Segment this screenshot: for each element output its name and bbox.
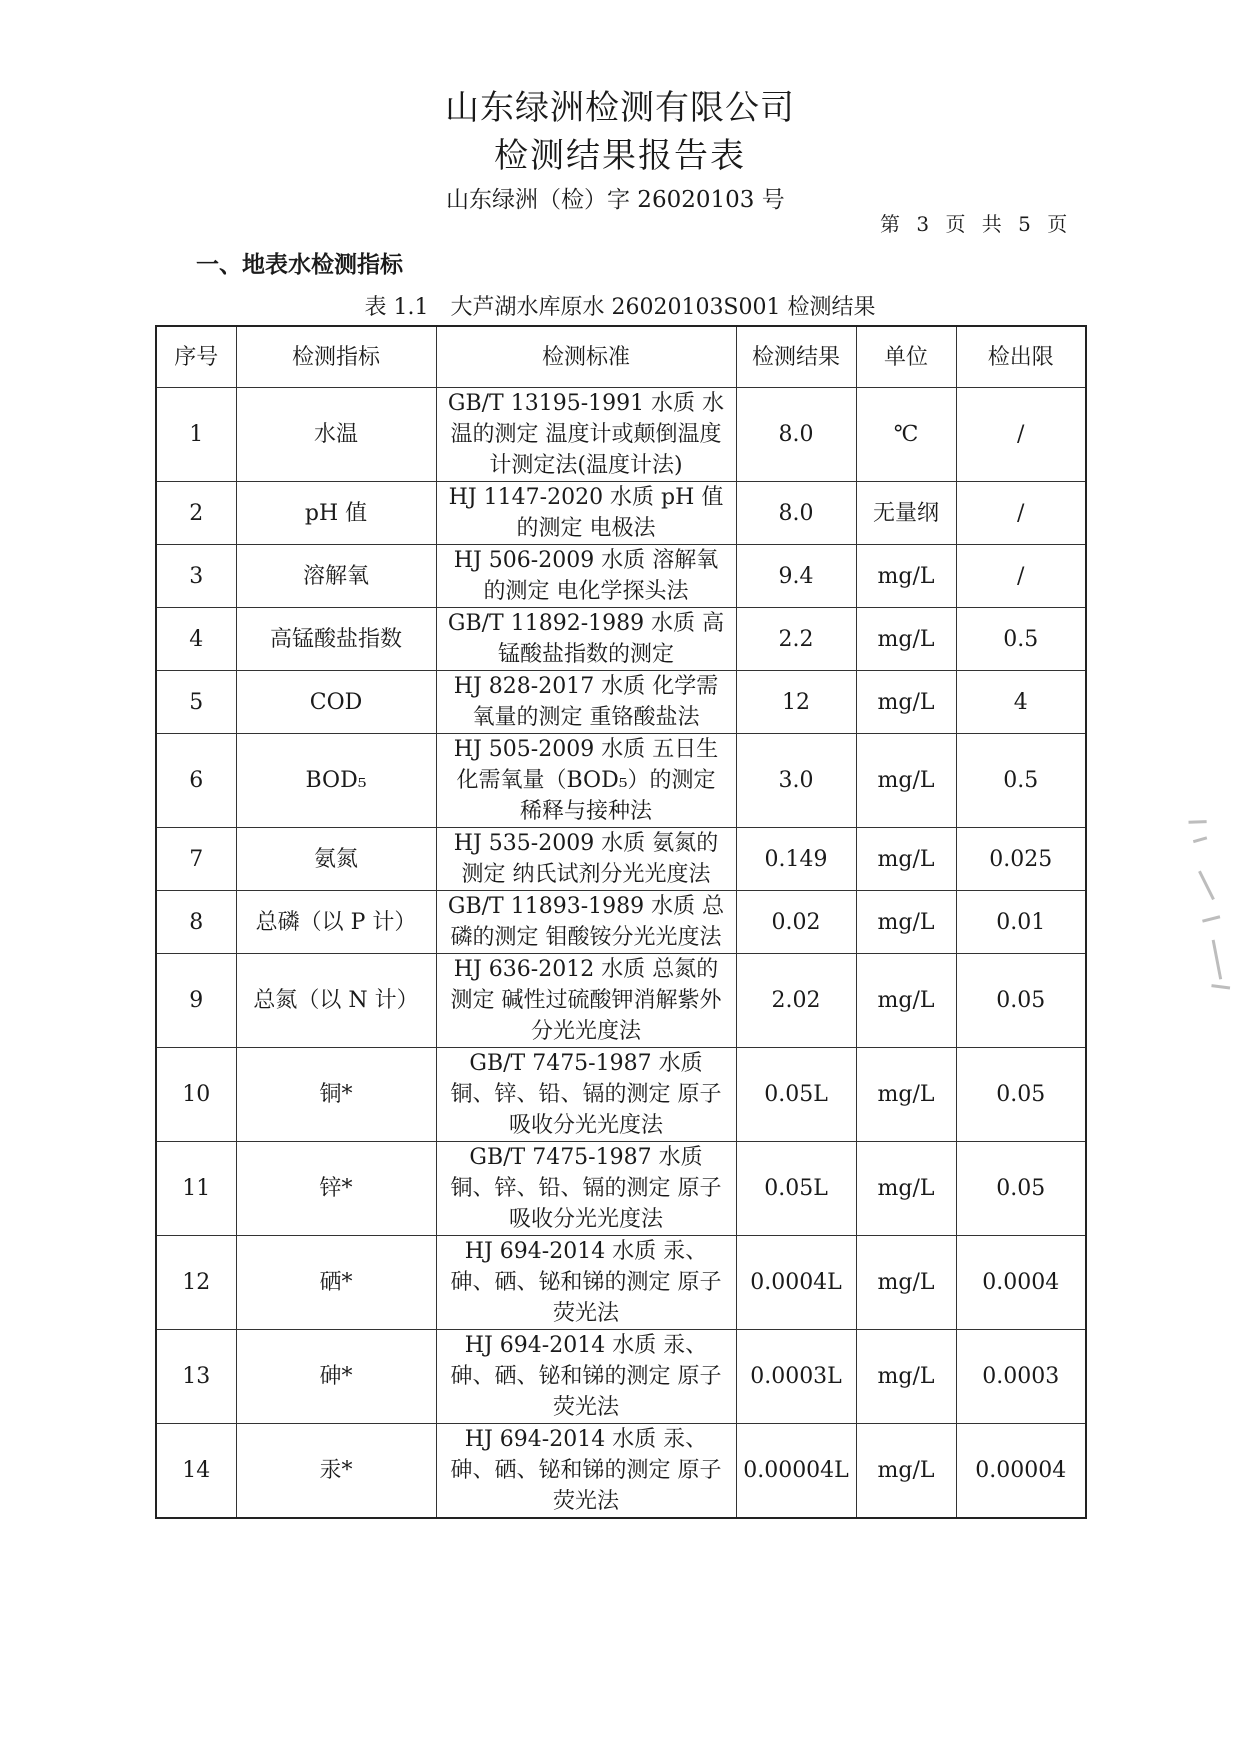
table-row (156, 1424, 1086, 1519)
cell-standard: GB/T 11893-1989 水质 总磷的测定 钼酸铵分光光度法 (436, 891, 736, 954)
cell-item: 砷* (236, 1330, 436, 1424)
cell-no: 5 (156, 671, 236, 734)
cell-result: 0.0004L (736, 1236, 856, 1330)
cell-result: 8.0 (736, 388, 856, 482)
cell-unit: mg/L (856, 608, 956, 671)
cell-standard: HJ 694-2014 水质 汞、砷、硒、铋和锑的测定 原子荧光法 (436, 1330, 736, 1424)
cell-item: COD (236, 671, 436, 734)
cell-no: 8 (156, 891, 236, 954)
cell-unit: mg/L (856, 1330, 956, 1424)
cell-no: 13 (156, 1330, 236, 1424)
cell-result: 9.4 (736, 545, 856, 608)
cell-limit: / (956, 482, 1086, 545)
cell-unit: mg/L (856, 1142, 956, 1236)
cell-result: 12 (736, 671, 856, 734)
cell-unit: mg/L (856, 671, 956, 734)
cell-standard: GB/T 7475-1987 水质 铜、锌、铅、镉的测定 原子吸收分光光度法 (436, 1142, 736, 1236)
cell-item: 铜* (236, 1048, 436, 1142)
header-limit: 检出限 (956, 326, 1086, 388)
cell-limit: 0.00004 (956, 1424, 1086, 1519)
cell-item: 硒* (236, 1236, 436, 1330)
cell-unit: mg/L (856, 545, 956, 608)
page-indicator: 第 3 页 共 5 页 (880, 212, 1070, 236)
cell-item: 总磷（以 P 计） (236, 891, 436, 954)
cell-unit: mg/L (856, 954, 956, 1048)
cell-limit: 0.01 (956, 891, 1086, 954)
table-row (156, 734, 1086, 828)
report-title: 检测结果报告表 (494, 136, 746, 176)
seal-icon (1181, 809, 1239, 1011)
cell-result: 8.0 (736, 482, 856, 545)
seal-stamp-fragment (1181, 809, 1240, 1026)
cell-item: 高锰酸盐指数 (236, 608, 436, 671)
cell-standard: HJ 694-2014 水质 汞、砷、硒、铋和锑的测定 原子荧光法 (436, 1236, 736, 1330)
cell-unit: mg/L (856, 1424, 956, 1519)
cell-limit: 0.5 (956, 608, 1086, 671)
cell-unit: mg/L (856, 1236, 956, 1330)
cell-no: 2 (156, 482, 236, 545)
cell-result: 2.02 (736, 954, 856, 1048)
table-row (156, 482, 1086, 545)
cell-item: 溶解氧 (236, 545, 436, 608)
cell-standard: HJ 636-2012 水质 总氮的测定 碱性过硫酸钾消解紫外分光光度法 (436, 954, 736, 1048)
cell-standard: HJ 828-2017 水质 化学需氧量的测定 重铬酸盐法 (436, 671, 736, 734)
cell-no: 7 (156, 828, 236, 891)
cell-limit: 0.5 (956, 734, 1086, 828)
cell-unit: 无量纲 (856, 482, 956, 545)
table-row (156, 1330, 1086, 1424)
cell-limit: 0.0003 (956, 1330, 1086, 1424)
section-title: 一、地表水检测指标 (196, 251, 403, 278)
cell-limit: 0.025 (956, 828, 1086, 891)
cell-standard: HJ 1147-2020 水质 pH 值的测定 电极法 (436, 482, 736, 545)
cell-limit: 0.05 (956, 1142, 1086, 1236)
cell-limit: 0.05 (956, 954, 1086, 1048)
cell-result: 0.05L (736, 1048, 856, 1142)
cell-no: 3 (156, 545, 236, 608)
cell-item: 汞* (236, 1424, 436, 1519)
header-result: 检测结果 (736, 326, 856, 388)
cell-no: 6 (156, 734, 236, 828)
table-row (156, 1142, 1086, 1236)
table-row (156, 608, 1086, 671)
cell-unit: mg/L (856, 1048, 956, 1142)
cell-result: 0.00004L (736, 1424, 856, 1519)
table-row (156, 1048, 1086, 1142)
cell-result: 0.149 (736, 828, 856, 891)
cell-standard: HJ 535-2009 水质 氨氮的测定 纳氏试剂分光光度法 (436, 828, 736, 891)
cell-result: 2.2 (736, 608, 856, 671)
cell-no: 1 (156, 388, 236, 482)
cell-no: 10 (156, 1048, 236, 1142)
header-no: 序号 (156, 326, 236, 388)
cell-unit: ℃ (856, 388, 956, 482)
cell-item: 锌* (236, 1142, 436, 1236)
cell-limit: 0.05 (956, 1048, 1086, 1142)
cell-item: BOD₅ (236, 734, 436, 828)
cell-unit: mg/L (856, 734, 956, 828)
cell-standard: GB/T 11892-1989 水质 高锰酸盐指数的测定 (436, 608, 736, 671)
cell-no: 11 (156, 1142, 236, 1236)
cell-standard: HJ 694-2014 水质 汞、砷、硒、铋和锑的测定 原子荧光法 (436, 1424, 736, 1519)
cell-item: 总氮（以 N 计） (236, 954, 436, 1048)
cell-unit: mg/L (856, 828, 956, 891)
header-unit: 单位 (856, 326, 956, 388)
table-row (156, 1236, 1086, 1330)
cell-result: 0.05L (736, 1142, 856, 1236)
results-table (155, 325, 1087, 1519)
cell-unit: mg/L (856, 891, 956, 954)
company-name: 山东绿洲检测有限公司 (445, 88, 795, 128)
table-header-row (156, 326, 1086, 388)
cell-no: 12 (156, 1236, 236, 1330)
table-row (156, 388, 1086, 482)
header-standard: 检测标准 (436, 326, 736, 388)
cell-limit: 4 (956, 671, 1086, 734)
cell-no: 14 (156, 1424, 236, 1519)
table-row (156, 545, 1086, 608)
cell-limit: / (956, 545, 1086, 608)
cell-item: 氨氮 (236, 828, 436, 891)
cell-result: 3.0 (736, 734, 856, 828)
table-row (156, 954, 1086, 1048)
cell-standard: GB/T 7475-1987 水质 铜、锌、铅、镉的测定 原子吸收分光光度法 (436, 1048, 736, 1142)
cell-result: 0.02 (736, 891, 856, 954)
table-row (156, 828, 1086, 891)
cell-item: pH 值 (236, 482, 436, 545)
table-row (156, 891, 1086, 954)
cell-standard: HJ 505-2009 水质 五日生化需氧量（BOD₅）的测定 稀释与接种法 (436, 734, 736, 828)
document-number: 山东绿洲（检）字 26020103 号 (446, 187, 785, 213)
cell-standard: HJ 506-2009 水质 溶解氧的测定 电化学探头法 (436, 545, 736, 608)
header-item: 检测指标 (236, 326, 436, 388)
cell-result: 0.0003L (736, 1330, 856, 1424)
table-row (156, 671, 1086, 734)
cell-no: 4 (156, 608, 236, 671)
cell-item: 水温 (236, 388, 436, 482)
table-caption: 表 1.1 大芦湖水库原水 26020103S001 检测结果 (364, 295, 876, 320)
cell-standard: GB/T 13195-1991 水质 水温的测定 温度计或颠倒温度计测定法(温度计法) (436, 388, 736, 482)
cell-limit: 0.0004 (956, 1236, 1086, 1330)
cell-limit: / (956, 388, 1086, 482)
cell-no: 9 (156, 954, 236, 1048)
